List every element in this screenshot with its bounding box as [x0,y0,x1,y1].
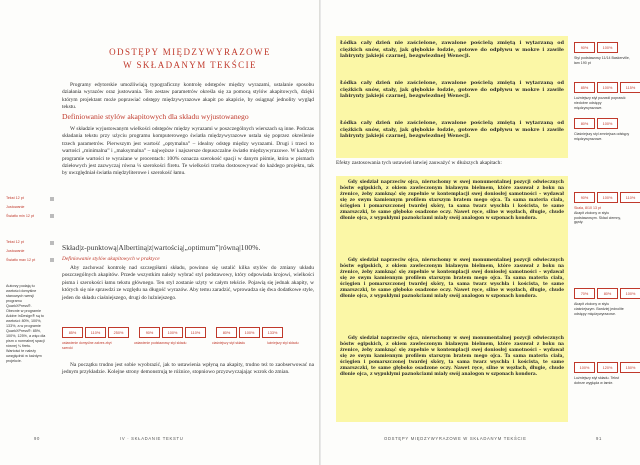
value-box: 100% [574,362,595,373]
spacing-demo-line: Skład|z-punktową|Albertiną|z|wartością|„optimum”|równą|100%. [62,243,261,252]
value-box: 90% [139,327,160,338]
value-box: 80% [597,288,618,299]
value-box: 110% [620,192,640,203]
box-group [216,327,285,338]
value-box: 110% [85,327,106,338]
page-number-left: 90 [34,436,41,441]
margin-note: Styl podstawowy 11/14 Baskerville, łam 190 pt [574,56,630,65]
sample-paragraph-b: Łódka cały dzień nie zaścielone, zawalone pościelą zmiętą i wytarzaną od ciężkich snów, stały, jak głębokie łodzie, gotowe do odpływu w mokre i zawiłe labirynty jakiejś czarnej, bezgwiezdnej Wenecji. [340,80,564,100]
long-sample-intro: Efekty zastosowania tych ustawień łatwiej zauważyć w dłuższych akapitach: [336,160,502,166]
setting-boxes [574,118,620,129]
margin-marker [50,214,54,218]
page-title [70,46,310,72]
box-caption: ustawienie domyślne zakres zbyt szeroki [62,341,112,350]
margin-note: Luźniejszy styl pozwoli poprawić niedobre odstępy międzywyrazowe. [574,96,626,110]
body-paragraph-2: Aby zachować kontrolę nad szczegółami składu, powinno się ustalić kilka stylów do zmiany układu poszczególnych akapitów. Przede wszystkim należy wybrać styl podstawowy, który odpowiada krojowi, wielkości pisma i szerokości łamu tekstu głównego. Ten styl zostanie użyty w całym tekście. Pojawią się jednak akapity, w których się nie sprawdzi ze względu na długość wyrazów. Aby temu zaradzić, wprowadza się dwa dodatkowe style, jeden do składu ciaśniejszego, drugi do luźniejszego. [62,265,314,301]
margin-note-label: Skala, 8/10 13 pt [574,206,601,210]
side-label: Światło min 12 pt [6,214,35,218]
box-caption: ciaśniejszy styl składu [212,341,246,345]
box-caption: luźniejszy styl składu [267,341,299,345]
value-box: 250% [108,327,129,338]
settings-box-row [62,327,312,338]
long-paragraph-a: Gdy siedział naprzeciw ojca, nieruchomy w swej monumentalnej pozycji odwiecznych bóstw egipskich, z okiem zawleczonym białawym bielmem, które zasuwał z boku na źrenice, żeby zamknąć się zupełnie w kontemplacji swej doniosłej samotności – wydawał się ze swym kamiennym profilem starszym bratem mego ojca. Ta sama materia ciała, ścięgien i pomarszczonej twardej skóry, ta sama twarz wyschła i koścista, te same zmarszczki, te same głęboko osadzone oczy. Nawet ręce, silne w węzłach, długie, chude dłonie ojca, z wypukłymi paznokciami miały swój analogon w szponach kondora. [340,180,564,221]
sample-paragraph-a: Łódka cały dzień nie zaścielone, zawalone pościelą zmiętą i wytarzaną od ciężkich snów, stały, jak głębokie łodzie, gotowe do odpływu w mokre i zawiłe labirynty jakiejś czarnej, bezgwiezdnej Wenecji. [340,40,564,60]
margin-marker [50,197,54,201]
value-box: 100% [620,288,640,299]
margin-marker [50,258,54,262]
setting-boxes [574,192,640,203]
value-box: 120% [597,362,618,373]
value-box: 100% [162,327,183,338]
body-paragraph-3: Na początku trudno jest sobie wyobrazić, jak to ustawienia wpłyną na akapity, trudno też to zaobserwować na jednym przykładzie. Kolejne strony demonstrują te różnice, stopniowo przyzwyczajając wzrok do zmian. [62,362,314,376]
value-box: 70% [574,288,595,299]
value-box: 80% [216,327,237,338]
box-group [62,327,131,338]
side-label: Justowanie [6,249,25,253]
setting-boxes [574,42,620,53]
value-box: 90% [574,192,595,203]
margin-note [574,206,630,225]
value-box: 90% [574,42,595,53]
side-label: Światło max 12 pt [6,258,36,262]
side-label: Justowanie [6,205,25,209]
side-note: Autorzy podają tu wartości domyślne stanowych wersji programu QuarkXPress®. Obecnie w programie Adobe InDesign® są to wartości: 80%, 100%, 133%, a w programie QuarkXPress®: 85%, 100%, 125%, a więc dla pism o normalnej spacji równej ¼ firetu. Wartości te należy uwzględnić w każdym projekcie. [6,284,46,363]
box-caption: ustawienie podstawowy styl składu [134,341,187,345]
sample-paragraph-c: Łódka cały dzień nie zaścielone, zawalone pościelą zmiętą i wytarzaną od ciężkich snów, stały, jak głębokie łodzie, gotowe do odpływu w mokre i zawiłe labirynty jakiejś czarnej, bezgwiezdnej Wenecji. [340,120,564,140]
value-box: 100% [597,118,618,129]
subheading: Definiowanie stylów akapitowych w praktyce [62,256,160,262]
left-page [0,0,319,465]
margin-marker [50,241,54,245]
side-label: Tekst 12 pt [6,240,24,244]
section-heading: Definiowanie stylów akapitowych dla składu wyjustowanego [62,112,249,121]
running-footer-left: IV · SKŁADANIE TEKSTU [120,436,184,441]
margin-note: Akapit złożony w stylu ciaśniejszym. Bardziej jednolite odstępy międzywyrazowe. [574,302,624,316]
value-box: 150% [620,362,640,373]
title-line-1: ODSTĘPY MIĘDZYWYRAZOWE [109,47,271,57]
margin-note-text: Akapit złożony w stylu podstawowym. Skład ciemny, gęsty. [574,210,621,225]
intro-paragraph: Programy edytorskie umożliwiają typograficzny kontrolę odstępów między wyrazami, ustalanie sposobu działania wyrazów oraz justowania. Ten zestaw parametrów określa się za pomocą stylów akapitowych, dzięki którym projektant może poprawiać odstępy międzywyrazowe akapit po akapicie, by osiągnąć jednolity wygląd tekstu. [62,82,314,111]
value-box: 80% [574,118,595,129]
long-paragraph-b: Gdy siedział naprzeciw ojca, nieruchomy w swej monumentalnej pozycji odwiecznych bóstw egipskich, z okiem zawleczonym białawym bielmem, które zasuwał z boku na źrenice, żeby zamknąć się zupełnie w kontemplacji swej doniosłej samotności – wydawał się ze swym kamiennym profilem starszym bratem mego ojca. Ta sama materia ciała, ścięgien i pomarszczonej twardej skóry, ta sama twarz wyschła i koścista, te same zmarszczki, te same głęboko osadzone oczy. Nawet ręce, silne w węzłach, długie, chude dłonie ojca, z wypukłymi paznokciami miały swój analogon w szponach kondora. [340,258,564,299]
value-box: 100% [239,327,260,338]
side-label: Tekst 12 pt [6,196,24,200]
long-paragraph-c: Gdy siedział naprzeciw ojca, nieruchomy w swej monumentalnej pozycji odwiecznych bóstw egipskich, z okiem zawleczonym białawym bielmem, które zasuwał z boku na źrenice, żeby zamknąć się zupełnie w kontemplacji swej doniosłej samotności – wydawał się ze swym kamiennym profilem starszym bratem mego ojca. Ta sama materia ciała, ścięgien i pomarszczonej twardej skóry, ta sama twarz wyschła i koścista, te same zmarszczki, te same głęboko osadzone oczy. Nawet ręce, silne w węzłach, długie, chude dłonie ojca, z wypukłymi paznokciami miały swój analogon w szponach kondora. [340,336,564,377]
value-box: 100% [597,82,618,93]
setting-boxes [574,288,640,299]
setting-boxes [574,82,640,93]
value-box: 85% [574,82,595,93]
value-box: 110% [185,327,206,338]
margin-note: Ciaśniejszy styl zmniejsza odstępy międzywyrazowe. [574,132,630,141]
title-line-2: W SKŁADANYM TEKŚCIE [123,60,257,70]
box-group [139,327,208,338]
value-box: 85% [62,327,83,338]
page-number-right: 91 [596,436,603,441]
value-box: 115% [620,82,640,93]
value-box: 100% [597,42,618,53]
value-box: 100% [597,192,618,203]
value-box: 133% [262,327,283,338]
margin-note: Luźniejszy styl składu. Tekst dobrze wygląda w łamie. [574,376,619,385]
setting-boxes [574,362,640,373]
body-paragraph-1: W składzie wyjustowanym wielkości odstępów między wyrazami w poszczególnych wierszach są inne. Podczas składania tekstu przy użyciu programu komputerowego światła międzywyrazowe ustala się poprzez określenie trzech parametrów. Pierwszym jest wartość „optymalna” – idealny odstęp między wyrazami. Drugi i trzeci to wartości „minimalna” i „maksymalna” – najwęższe i najszersze dopuszczalne światło międzywyrazowe. W każdym programie wartości te wyrażane w procentach: 100% oznacza szerokość spacji w danym piśmie, która w pismach dziełowych jest zazwyczaj równa ¼ szerokości firetu. Te wielkości trzeba dostosowywać do każdego projektu, tak by uwzględniał światła międzyliterowe i szerokość łamu. [62,126,314,177]
running-footer-right: ODSTĘPY MIĘDZYWYRAZOWE W SKŁADANYM TEKŚCIE [384,436,527,441]
